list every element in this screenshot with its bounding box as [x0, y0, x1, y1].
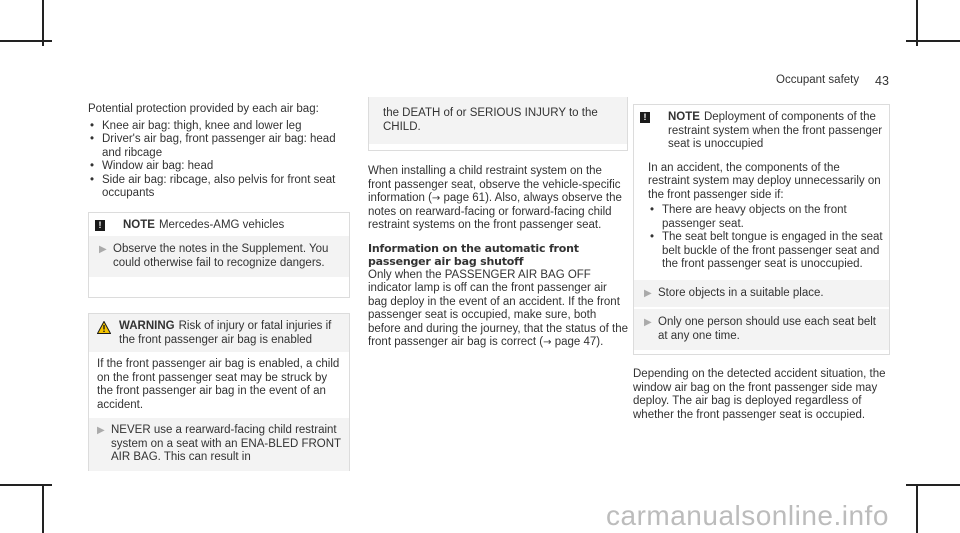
list-item: • Side air bag: ribcage, also pelvis for front seat occupants [88, 174, 350, 201]
exclamation-square-icon: ! [95, 220, 105, 231]
note-step [634, 280, 889, 308]
list-item: • Window air bag: head [88, 160, 350, 174]
triangle-arrow-right-icon: ▶ [644, 317, 652, 328]
list-item: • There are heavy objects on the front passenger seat. [648, 204, 883, 231]
warning-box [88, 313, 350, 471]
warning-step [89, 418, 349, 471]
paragraph: Only when the PASSENGER AIR BAG OFF indicator lamp is off can the front passenger air bag deploy in the event of an accident. If the front passenger seat is occupied, make sure, both before and during the journey, that the status of the front passenger air bag is correct (→ page 47). [368, 268, 628, 348]
crop-mark [916, 484, 918, 533]
crop-mark [0, 484, 52, 486]
note-step [634, 309, 889, 350]
warning-label: WARNING [119, 320, 175, 332]
exclamation-square-icon: ! [640, 112, 650, 123]
crop-mark [0, 40, 52, 42]
cross-reference-arrow: → [543, 337, 552, 348]
paragraph: When installing a child restraint system on the front passenger seat, observe the vehicle-specific information (→ page 61). Also, always observe the notes on rearward-facing or forward-facing child restraint systems on the front passenger seat. [368, 165, 622, 231]
warning-triangle-icon [97, 321, 111, 334]
airbag-protection-list [88, 120, 350, 201]
step-text: Observe the notes in the Supplement. You could otherwise fail to recognize dangers. [113, 243, 329, 269]
watermark: carmanualsonline.info [606, 500, 889, 531]
step-text: Only one person should use each seat belt at any one time. [658, 316, 877, 342]
running-header: Occupant safety [776, 74, 860, 86]
note-title: Deployment of components of the restraint system when the front passenger seat is unoccupied [668, 111, 883, 150]
note-label: NOTE [123, 218, 155, 231]
warning-body: If the front passenger air bag is enabled, a child on the front passenger seat may be struck by the front passenger air bag in the event of an accident. [97, 358, 340, 411]
note-body: In an accident, the components of the restraint system may deploy unnecessarily on the front passenger side if: [648, 161, 881, 201]
warning-title: Risk of injury or fatal injuries if the front passenger air bag is enabled [119, 320, 332, 346]
triangle-arrow-right-icon: ▶ [99, 244, 107, 255]
column-right [633, 104, 890, 422]
continued-text: the DEATH of or SERIOUS INJURY to the CHILD. [383, 107, 598, 133]
triangle-arrow-right-icon: ▶ [644, 287, 652, 299]
triangle-arrow-right-icon: ▶ [97, 425, 105, 436]
note-title: Mercedes-AMG vehicles [158, 218, 285, 231]
intro-text: Potential protection provided by each air bag: [88, 103, 319, 115]
step-text: Store objects in a suitable place. [658, 286, 824, 299]
column-left [88, 103, 350, 471]
cross-reference-arrow: → [431, 193, 441, 204]
note-box-amg [88, 212, 350, 299]
column-middle [368, 97, 628, 350]
section-heading: Information on the automatic front passenger air bag shutoff [368, 241, 579, 268]
note-label: NOTE [668, 111, 700, 123]
paragraph: Depending on the detected accident situation, the window air bag on the front passenger side may deploy. The air bag is deployed regardless of whether the front passenger seat is occupied. [633, 368, 886, 421]
list-item: • Driver's air bag, front passenger air bag: head and ribcage [88, 133, 350, 160]
crop-mark [906, 484, 960, 486]
list-item: • The seat belt tongue is engaged in the seat belt buckle of the front passenger seat and the front passenger seat is unoccupied. [648, 231, 883, 272]
list-item: • Knee air bag: thigh, knee and lower leg [88, 120, 350, 134]
note-box-deployment [633, 104, 890, 355]
crop-mark [906, 40, 960, 42]
crop-mark [42, 484, 44, 533]
step-text: NEVER use a rearward-facing child restraint system on a seat with an ENA-BLED FRONT AIR BAG. This can result in [111, 424, 341, 463]
page-number: 43 [875, 74, 889, 88]
warning-continuation [368, 97, 628, 151]
note-step [89, 236, 349, 277]
note-list [648, 204, 883, 272]
